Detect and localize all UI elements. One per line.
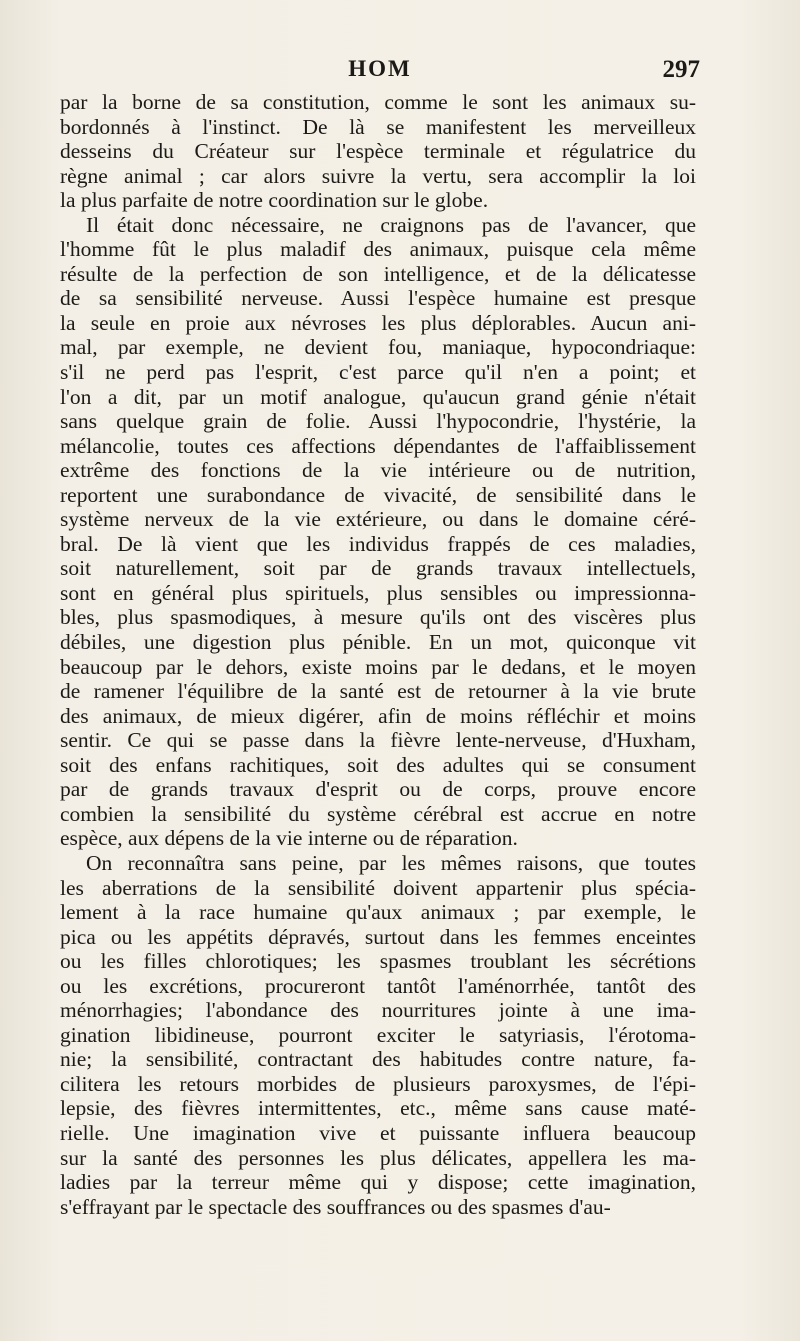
text-line: rielle. Une imagination vive et puissante influera beaucoup xyxy=(60,1120,696,1145)
text-line: pica ou les appétits dépravés, surtout dans les femmes enceintes xyxy=(60,924,696,949)
text-line: règne animal ; car alors suivre la vertu, sera accomplir la loi xyxy=(60,163,696,188)
text-line: ménorrhagies; l'abondance des nourritures jointe à une ima- xyxy=(60,998,696,1023)
text-line: soit des enfans rachitiques, soit des adultes qui se consument xyxy=(60,752,696,777)
text-line: sentir. Ce qui se passe dans la fièvre lente-nerveuse, d'Huxham, xyxy=(60,728,696,753)
text-line: ou les excrétions, procureront tantôt l'aménorrhée, tantôt des xyxy=(60,973,696,998)
text-line: de sa sensibilité nerveuse. Aussi l'espèce humaine est presque xyxy=(60,286,696,311)
running-head: HOM xyxy=(348,56,412,81)
text-line: reportent une surabondance de vivacité, de sensibilité dans le xyxy=(60,482,696,507)
text-line: cilitera les retours morbides de plusieurs paroxysmes, de l'épi- xyxy=(60,1071,696,1096)
text-line: l'on a dit, par un motif analogue, qu'aucun grand génie n'était xyxy=(60,384,696,409)
text-line: s'il ne perd pas l'esprit, c'est parce qu'il n'en a point; et xyxy=(60,360,696,385)
paragraph xyxy=(60,90,696,213)
body-text xyxy=(60,90,696,1219)
text-line: Il était donc nécessaire, ne craignons pas de l'avancer, que xyxy=(86,212,696,237)
page-header xyxy=(60,56,700,92)
text-line: lement à la race humaine qu'aux animaux ; par exemple, le xyxy=(60,900,696,925)
text-line: desseins du Créateur sur l'espèce terminale et régulatrice du xyxy=(60,139,696,164)
text-line: la seule en proie aux névroses les plus déplorables. Aucun ani- xyxy=(60,310,696,335)
text-line: gination libidineuse, pourront exciter le satyriasis, l'érotoma- xyxy=(60,1022,696,1047)
text-line: résulte de la perfection de son intelligence, et de la délicatesse xyxy=(60,261,696,286)
text-line: bordonnés à l'instinct. De là se manifestent les merveilleux xyxy=(60,114,696,139)
text-line: mal, par exemple, ne devient fou, maniaque, hypocondriaque: xyxy=(60,335,696,360)
text-line: nie; la sensibilité, contractant des habitudes contre nature, fa- xyxy=(60,1047,696,1072)
text-line: espèce, aux dépens de la vie interne ou de réparation. xyxy=(60,826,518,851)
paragraph xyxy=(60,851,696,1219)
text-line: ladies par la terreur même qui y dispose; cette imagination, xyxy=(60,1170,696,1195)
text-line: par la borne de sa constitution, comme le sont les animaux su- xyxy=(60,90,696,114)
text-line: sur la santé des personnes les plus délicates, appellera les ma- xyxy=(60,1145,696,1170)
paragraph xyxy=(60,213,696,851)
text-line: système nerveux de la vie extérieure, ou dans le domaine céré- xyxy=(60,507,696,532)
text-line: bles, plus spasmodiques, à mesure qu'ils ont des viscères plus xyxy=(60,605,696,630)
text-line: ou les filles chlorotiques; les spasmes troublant les sécrétions xyxy=(60,949,696,974)
page-number: 297 xyxy=(662,56,700,83)
text-line: bral. De là vient que les individus frappés de ces maladies, xyxy=(60,531,696,556)
text-line: beaucoup par le dehors, existe moins par le dedans, et le moyen xyxy=(60,654,696,679)
text-line: la plus parfaite de notre coordination sur le globe. xyxy=(60,188,489,213)
text-line: l'homme fût le plus maladif des animaux, puisque cela même xyxy=(60,237,696,262)
text-line: extrême des fonctions de la vie intérieure ou de nutrition, xyxy=(60,458,696,483)
text-line: débiles, une digestion plus pénible. En un mot, quiconque vit xyxy=(60,630,696,655)
text-line: de ramener l'équilibre de la santé est de retourner à la vie brute xyxy=(60,679,696,704)
text-line: mélancolie, toutes ces affections dépendantes de l'affaiblissement xyxy=(60,433,696,458)
text-line: sans quelque grain de folie. Aussi l'hypocondrie, l'hystérie, la xyxy=(60,409,696,434)
text-line: par de grands travaux d'esprit ou de corps, prouve encore xyxy=(60,777,696,802)
text-line: combien la sensibilité du système cérébral est accrue en notre xyxy=(60,801,696,826)
text-line: les aberrations de la sensibilité doivent appartenir plus spécia- xyxy=(60,875,696,900)
text-line: On reconnaîtra sans peine, par les mêmes raisons, que toutes xyxy=(86,850,696,875)
text-line: sont en général plus spirituels, plus sensibles ou impressionna- xyxy=(60,580,696,605)
text-line: s'effrayant par le spectacle des souffrances ou des spasmes d'au- xyxy=(60,1194,611,1219)
text-line: soit naturellement, soit par de grands travaux intellectuels, xyxy=(60,556,696,581)
text-line: lepsie, des fièvres intermittentes, etc., même sans cause maté- xyxy=(60,1096,696,1121)
text-line: des animaux, de mieux digérer, afin de moins réfléchir et moins xyxy=(60,703,696,728)
